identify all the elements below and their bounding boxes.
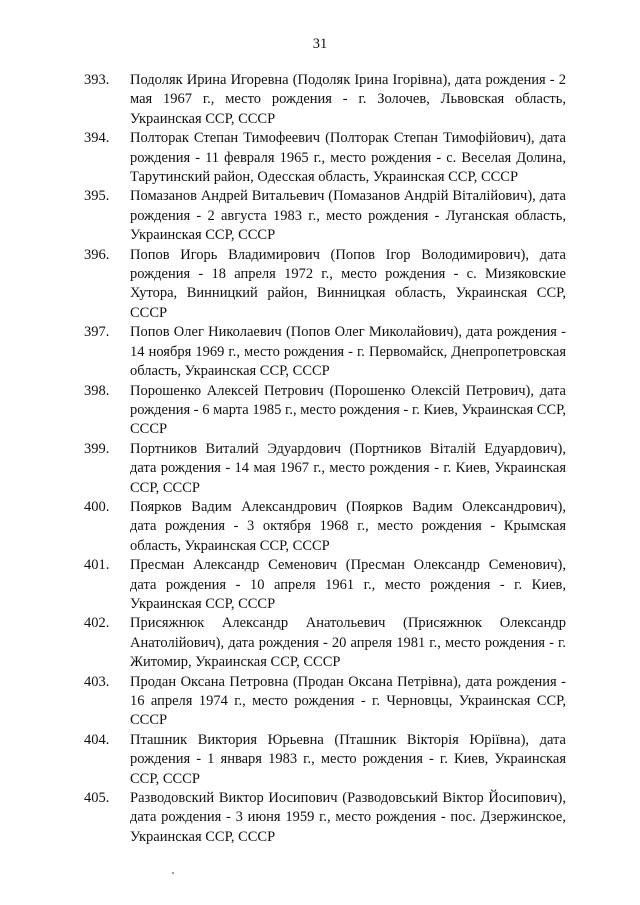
entry-number: 402. (84, 615, 110, 632)
list-item (84, 556, 566, 614)
entry-number: 400. (84, 498, 110, 515)
entry-text: Помазанов Андрей Витальевич (Помазанов Андрій Віталійович), дата рождения - 2 августа 1983 г., место рождения - Луганская область, Украинская ССР, СССР (130, 188, 566, 244)
page-number: 31 (312, 36, 328, 52)
list-item (84, 129, 566, 187)
entry-number: 397. (84, 324, 110, 341)
list-item (84, 673, 566, 731)
entry-number: 398. (84, 382, 110, 399)
list-item (84, 246, 566, 324)
list-item (84, 614, 566, 672)
list-item (84, 323, 566, 381)
entry-number: 399. (84, 440, 110, 457)
entry-text: Портников Виталий Эдуардович (Портников Віталій Едуардович), дата рождения - 14 мая 1967 г., место рождения - г. Киев, Украинская ССР, СССР (130, 440, 566, 496)
entry-text: Разводовский Виктор Иосипович (Разводовський Віктор Йосипович), дата рождения - 3 июня 1959 г., место рождения - пос. Дзержинское, Украинская ССР, СССР (130, 790, 566, 845)
list-item (84, 440, 566, 498)
entry-text: Порошенко Алексей Петрович (Порошенко Олексій Петрович), дата рождения - 6 марта 1985 г., место рождения - г. Киев, Украинская ССР, СССР (130, 382, 566, 438)
list-item (84, 498, 566, 556)
entry-number: 393. (84, 72, 110, 88)
entry-text: Полторак Степан Тимофеевич (Полторак Степан Тимофійович), дата рождения - 11 февраля 1965 г., место рождения - с. Веселая Долина, Тарутинский район, Одесская область, Украинская ССР, СССР (130, 130, 566, 186)
list-item (84, 789, 566, 847)
entry-text: Попов Олег Николаевич (Попов Олег Миколайович), дата рождения - 14 ноября 1969 г., место рождения - г. Первомайск, Днепропетровская область, Украинская ССР, СССР (130, 324, 566, 380)
entry-number: 394. (84, 130, 110, 147)
entry-text: Поярков Вадим Александрович (Поярков Вадим Олександрович), дата рождения - 3 октября 1968 г., место рождения - Крымская область, Украинская ССР, СССР (130, 498, 566, 554)
list-item (84, 187, 566, 245)
list-item (84, 382, 566, 440)
entry-text: Пташник Виктория Юрьевна (Пташник Вікторія Юріївна), дата рождения - 1 января 1983 г., место рождения - г. Киев, Украинская ССР, СССР (130, 731, 566, 787)
list-item (84, 71, 566, 129)
entry-text: Пресман Александр Семенович (Пресман Олександр Семенович), дата рождения - 10 апреля 1961 г., место рождения - г. Киев, Украинская ССР, СССР (130, 557, 566, 612)
entry-text: Продан Оксана Петровна (Продан Оксана Петрівна), дата рождения - 16 апреля 1974 г., место рождения - г. Черновцы, Украинская ССР, СССР (130, 673, 566, 729)
entry-text: Подоляк Ирина Игоревна (Подоляк Ірина Ігорівна), дата рождения - 2 мая 1967 г., место рождения - г. Золочев, Львовская область, Украинская ССР, СССР (130, 72, 566, 127)
entry-number: 403. (84, 673, 110, 690)
list-item (84, 731, 566, 789)
entry-number: 401. (84, 557, 110, 574)
scan-speck (172, 872, 174, 874)
entry-list (84, 71, 566, 847)
entry-number: 395. (84, 188, 110, 205)
entry-number: 405. (84, 790, 110, 807)
entry-text: Присяжнюк Александр Анатольевич (Присяжнюк Олександр Анатолійович), дата рождения - 20 апреля 1981 г., место рождения - г. Житомир, Украинская ССР, СССР (130, 615, 566, 671)
entry-number: 396. (84, 246, 110, 263)
entry-text: Попов Игорь Владимирович (Попов Ігор Володимирович), дата рождения - 18 апреля 1972 г., место рождения - с. Мизяковские Хутора, Винницкий район, Винницкая область, Украинская ССР, СССР (130, 246, 566, 321)
entry-number: 404. (84, 731, 110, 748)
